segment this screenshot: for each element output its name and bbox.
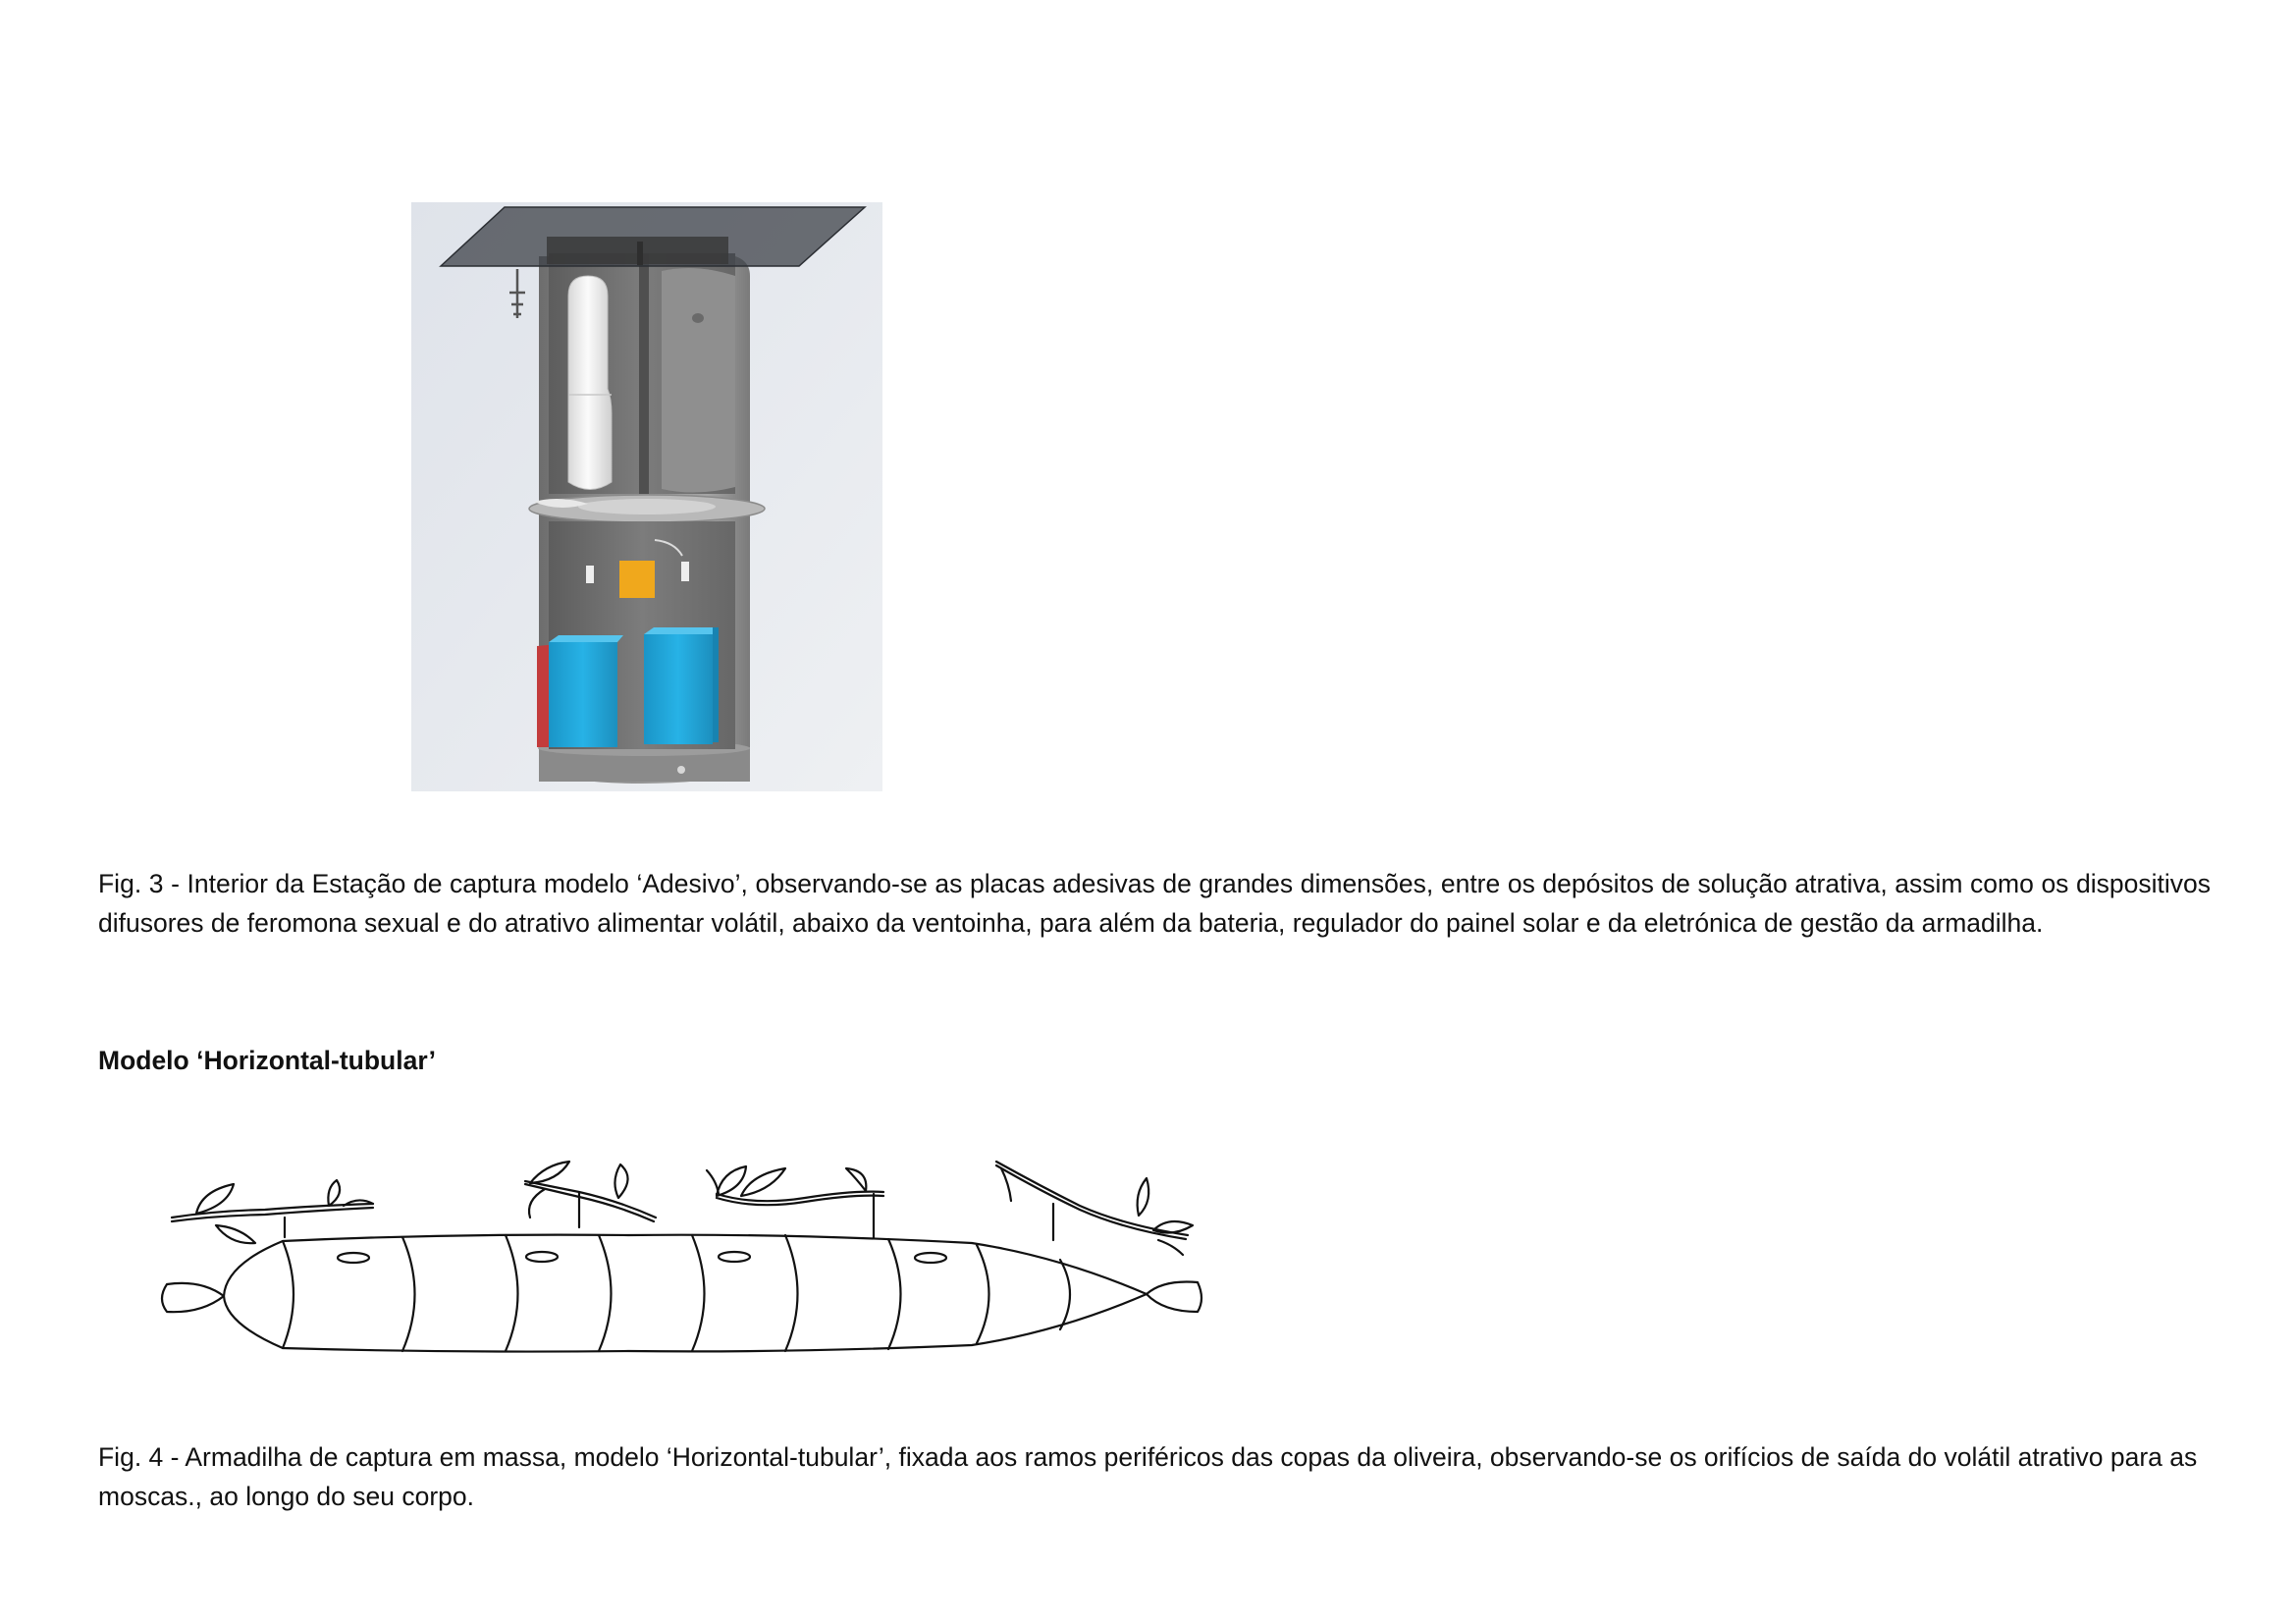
battery-blue-left	[549, 642, 617, 747]
right-reservoir	[662, 268, 735, 493]
battery-blue-right	[644, 634, 713, 744]
figure-3-caption: Fig. 3 - Interior da Estação de captura modelo ‘Adesivo’, observando-se as placas adesivas de grandes dimensões, entre os depósitos de solução atrativa, assim como os dispositivos difusores de feromona sexual e do atrativo alimentar volátil, abaixo da ventoinha, para além da bateria, regulador do painel solar e da eletrónica de gestão da armadilha.	[98, 868, 2211, 938]
figure-3-trap-station-render	[411, 202, 882, 791]
figure-4-caption: Fig. 4 - Armadilha de captura em massa, modelo ‘Horizontal-tubular’, fixada aos ramos periféricos das copas da oliveira, observando-se os orifícios de saída do volátil atrativo para as moscas., ao longo do seu corpo.	[98, 1441, 2198, 1511]
diffuser-left	[586, 566, 594, 583]
fan-hub	[578, 499, 716, 514]
support-post	[637, 242, 643, 265]
olive-branches	[172, 1162, 1188, 1239]
diffuser-right	[681, 562, 689, 581]
right-reservoir-top	[692, 313, 704, 323]
section-heading: Modelo ‘Horizontal-tubular’	[98, 1046, 436, 1075]
battery-blue-right-side	[713, 627, 719, 742]
dispenser-bottle	[568, 276, 612, 490]
upper-divider	[639, 253, 649, 494]
electronics-module	[619, 561, 655, 598]
drain-hole	[677, 766, 685, 774]
battery-blue-right-top	[644, 627, 719, 634]
tubular-trap-body	[162, 1235, 1201, 1352]
figure-4-horizontal-tubular-trap-drawing	[157, 1147, 1207, 1358]
battery-blue-left-top	[549, 635, 623, 642]
